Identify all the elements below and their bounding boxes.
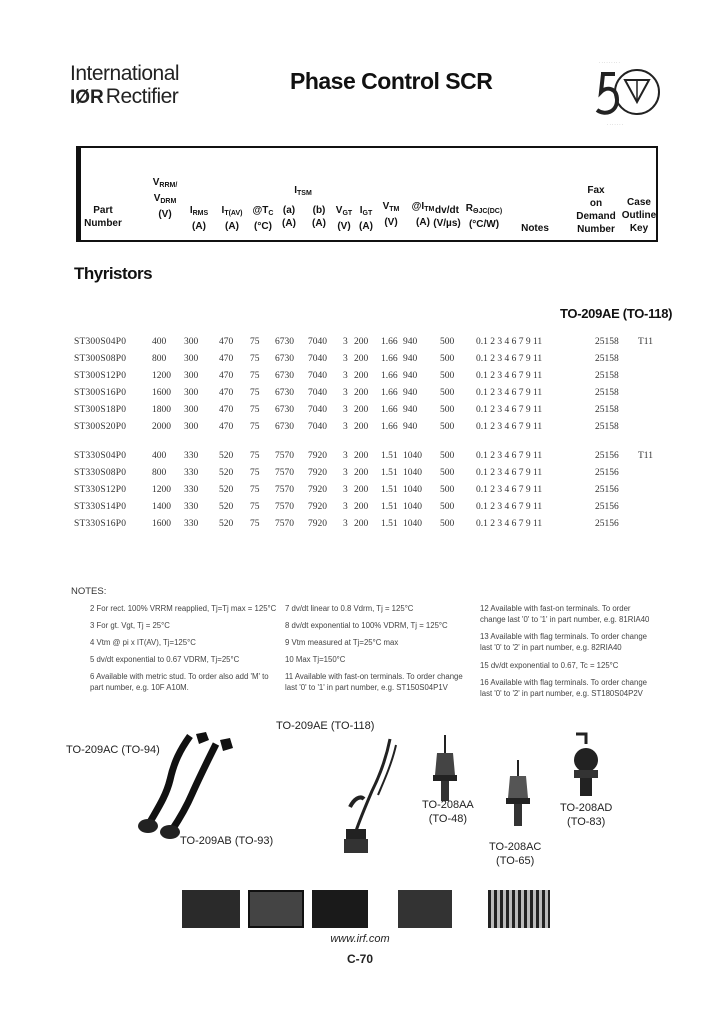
cell-tc: 75 xyxy=(250,405,260,415)
cell-vtm: 1.66 xyxy=(381,354,398,364)
cell-dvdt: 500 xyxy=(440,405,455,415)
cell-part: ST300S18P0 xyxy=(74,405,127,415)
table-row xyxy=(0,468,720,482)
header-itav: $I_{T(AV)}$ (A) xyxy=(221,205,243,232)
header-case-outline-key: Case Outline Key xyxy=(621,197,657,234)
note-12: 12 Available with fast-on terminals. To order change last '0' to '1' in part number, e.g. 81RIA40 xyxy=(480,604,650,624)
cell-notes: 0.1 2 3 4 6 7 9 11 xyxy=(476,485,543,495)
cell-fax: 25156 xyxy=(595,451,619,461)
note-6: 6 Available with metric stud. To order also add 'M' to part number, e.g. 10F A10M. xyxy=(90,672,269,692)
product-photo-3 xyxy=(312,890,368,928)
cell-vtm: 1.51 xyxy=(381,502,398,512)
cell-vrrm: 800 xyxy=(152,468,167,478)
cell-vgt: 3 xyxy=(343,519,348,529)
note-8: 8 dv/dt exponential to 100% VDRM, Tj = 125°C xyxy=(285,621,448,630)
cell-fax: 25156 xyxy=(595,519,619,529)
cell-tc: 75 xyxy=(250,422,260,432)
to-208ad-package-image xyxy=(562,730,610,800)
cell-igt: 200 xyxy=(354,451,369,461)
anniversary-50-badge xyxy=(593,56,663,128)
cell-dvdt: 500 xyxy=(440,337,455,347)
cell-tc: 75 xyxy=(250,354,260,364)
cell-vgt: 3 xyxy=(343,354,348,364)
cell-itm: 1040 xyxy=(403,451,422,461)
note-5: 5 dv/dt exponential to 0.67 VDRM, Tj=25°C xyxy=(90,655,240,664)
cell-part: ST300S08P0 xyxy=(74,354,127,364)
cell-irms: 300 xyxy=(184,337,199,347)
cell-notes: 0.1 2 3 4 6 7 9 11 xyxy=(476,519,543,529)
cell-irms: 330 xyxy=(184,451,199,461)
cell-itm: 1040 xyxy=(403,485,422,495)
cell-itm: 1040 xyxy=(403,519,422,529)
cell-vgt: 3 xyxy=(343,485,348,495)
cell-vtm: 1.66 xyxy=(381,388,398,398)
cell-itav: 520 xyxy=(219,519,234,529)
product-photo-1 xyxy=(182,890,240,928)
cell-itm: 940 xyxy=(403,371,418,381)
cell-dvdt: 500 xyxy=(440,451,455,461)
note-13: 13 Available with flag terminals. To order change last '0' to '2' in part number, e.g. 82RIA40 xyxy=(480,632,648,652)
table-row xyxy=(0,451,720,465)
cell-vtm: 1.66 xyxy=(381,422,398,432)
note-3: 3 For gt. Vgt, Tj = 25°C xyxy=(90,621,170,630)
note-4: 4 Vtm @ pi x IT(AV), Tj=125°C xyxy=(90,638,196,647)
cell-vrrm: 1200 xyxy=(152,371,171,381)
cell-itsm_b: 7920 xyxy=(308,502,327,512)
cell-itsm_a: 7570 xyxy=(275,502,294,512)
cell-igt: 200 xyxy=(354,371,369,381)
cell-itav: 470 xyxy=(219,354,234,364)
cell-tc: 75 xyxy=(250,468,260,478)
cell-irms: 300 xyxy=(184,371,199,381)
cell-part: ST300S16P0 xyxy=(74,388,127,398)
cell-itsm_a: 6730 xyxy=(275,371,294,381)
cell-tc: 75 xyxy=(250,485,260,495)
cell-itsm_b: 7040 xyxy=(308,354,327,364)
label-to208ad: TO-208AD (TO-83) xyxy=(560,802,613,828)
header-part-number: Part Number xyxy=(84,205,122,229)
note-10: 10 Max Tj=150°C xyxy=(285,655,346,664)
cell-itsm_b: 7040 xyxy=(308,337,327,347)
cell-itsm_a: 6730 xyxy=(275,388,294,398)
header-itsm-a: (a) (A) xyxy=(282,205,296,229)
cell-dvdt: 500 xyxy=(440,485,455,495)
cell-notes: 0.1 2 3 4 6 7 9 11 xyxy=(476,468,543,478)
cell-notes: 0.1 2 3 4 6 7 9 11 xyxy=(476,371,543,381)
cell-vtm: 1.66 xyxy=(381,371,398,381)
cell-vgt: 3 xyxy=(343,468,348,478)
cell-itsm_b: 7920 xyxy=(308,468,327,478)
cell-itm: 940 xyxy=(403,337,418,347)
cell-igt: 200 xyxy=(354,485,369,495)
header-rthjc: $R_{\Theta JC(DC)}$ (°C/W) xyxy=(465,203,503,230)
cell-dvdt: 500 xyxy=(440,388,455,398)
header-fax-on-demand: Fax on Demand Number xyxy=(576,185,616,235)
cell-part: ST300S12P0 xyxy=(74,371,127,381)
cell-tc: 75 xyxy=(250,451,260,461)
cell-notes: 0.1 2 3 4 6 7 9 11 xyxy=(476,337,543,347)
note-16: 16 Available with flag terminals. To order change last '0' to '2' in part number, e.g. ST180S04P2V xyxy=(480,678,648,698)
notes-title: NOTES: xyxy=(71,586,107,597)
cell-part: ST330S08P0 xyxy=(74,468,127,478)
cell-notes: 0.1 2 3 4 6 7 9 11 xyxy=(476,451,543,461)
cell-itav: 470 xyxy=(219,371,234,381)
cell-tc: 75 xyxy=(250,502,260,512)
cell-notes: 0.1 2 3 4 6 7 9 11 xyxy=(476,388,543,398)
cell-itsm_b: 7040 xyxy=(308,388,327,398)
cell-igt: 200 xyxy=(354,468,369,478)
cell-vgt: 3 xyxy=(343,371,348,381)
note-2: 2 For rect. 100% VRRM reapplied, Tj=Tj max = 125°C xyxy=(90,604,277,613)
product-photo-2 xyxy=(248,890,304,928)
ior-logo-mark: IØR xyxy=(70,87,104,108)
cell-case: T11 xyxy=(638,337,653,347)
header-notes: Notes xyxy=(521,223,549,234)
header-vtm: $V_{TM}$ (V) xyxy=(382,201,400,228)
cell-itsm_b: 7040 xyxy=(308,405,327,415)
cell-tc: 75 xyxy=(250,388,260,398)
product-photo-4 xyxy=(398,890,452,928)
cell-vgt: 3 xyxy=(343,405,348,415)
cell-vgt: 3 xyxy=(343,422,348,432)
cell-tc: 75 xyxy=(250,519,260,529)
label-to209ac: TO-209AC (TO-94) xyxy=(66,744,160,756)
cell-notes: 0.1 2 3 4 6 7 9 11 xyxy=(476,354,543,364)
cell-itm: 1040 xyxy=(403,468,422,478)
table-row xyxy=(0,519,720,533)
cell-irms: 300 xyxy=(184,388,199,398)
cell-tc: 75 xyxy=(250,337,260,347)
cell-itsm_a: 6730 xyxy=(275,405,294,415)
table-row xyxy=(0,485,720,499)
cell-igt: 200 xyxy=(354,337,369,347)
cell-itm: 1040 xyxy=(403,502,422,512)
cell-dvdt: 500 xyxy=(440,354,455,364)
cell-irms: 300 xyxy=(184,422,199,432)
cell-notes: 0.1 2 3 4 6 7 9 11 xyxy=(476,502,543,512)
cell-irms: 330 xyxy=(184,502,199,512)
cell-vgt: 3 xyxy=(343,388,348,398)
table-row xyxy=(0,354,720,368)
cell-vtm: 1.66 xyxy=(381,405,398,415)
label-to209ae: TO-209AE (TO-118) xyxy=(276,720,375,732)
cell-itsm_a: 7570 xyxy=(275,451,294,461)
cell-itsm_a: 7570 xyxy=(275,519,294,529)
label-to209ab: TO-209AB (TO-93) xyxy=(180,835,274,847)
cell-vgt: 3 xyxy=(343,451,348,461)
page-title: Phase Control SCR xyxy=(290,68,493,94)
table-row xyxy=(0,388,720,402)
note-9: 9 Vtm measured at Tj=25°C max xyxy=(285,638,399,647)
cell-itav: 520 xyxy=(219,502,234,512)
cell-vrrm: 1800 xyxy=(152,405,171,415)
cell-dvdt: 500 xyxy=(440,502,455,512)
cell-itav: 520 xyxy=(219,485,234,495)
header-dvdt: dv/dt (V/µs) xyxy=(433,205,461,229)
cell-vrrm: 1200 xyxy=(152,485,171,495)
cell-vrrm: 1600 xyxy=(152,519,171,529)
cell-itm: 940 xyxy=(403,422,418,432)
cell-itav: 470 xyxy=(219,422,234,432)
cell-itsm_a: 7570 xyxy=(275,468,294,478)
cell-itsm_b: 7920 xyxy=(308,451,327,461)
header-itsm-b: (b) (A) xyxy=(312,205,326,229)
cell-itm: 940 xyxy=(403,354,418,364)
header-vrrm: $V_{RRM/}$ $V_{DRM}$ (V) xyxy=(152,177,178,220)
cell-irms: 330 xyxy=(184,519,199,529)
header-irms: $I_{RMS}$ (A) xyxy=(189,205,209,232)
cell-notes: 0.1 2 3 4 6 7 9 11 xyxy=(476,422,543,432)
note-15: 15 dv/dt exponential to 0.67, Tc = 125°C xyxy=(480,661,619,670)
company-logo xyxy=(70,85,178,109)
header-tc: $@T_C$ (°C) xyxy=(252,205,274,232)
cell-irms: 300 xyxy=(184,354,199,364)
cell-itav: 520 xyxy=(219,451,234,461)
table-row xyxy=(0,502,720,516)
cell-vrrm: 400 xyxy=(152,451,167,461)
cell-itav: 470 xyxy=(219,337,234,347)
header-igt: $I_{GT}$ (A) xyxy=(359,205,373,232)
cell-igt: 200 xyxy=(354,405,369,415)
note-11: 11 Available with fast-on terminals. To order change last '0' to '1' in part number, e.g. ST150S04P1V xyxy=(285,672,463,692)
table-row xyxy=(0,405,720,419)
cell-vtm: 1.51 xyxy=(381,468,398,478)
cell-vtm: 1.51 xyxy=(381,485,398,495)
cell-itsm_a: 6730 xyxy=(275,337,294,347)
cell-itsm_b: 7040 xyxy=(308,422,327,432)
cell-part: ST330S04P0 xyxy=(74,451,127,461)
cell-dvdt: 500 xyxy=(440,371,455,381)
cell-itm: 940 xyxy=(403,388,418,398)
cell-dvdt: 500 xyxy=(440,468,455,478)
footer-url[interactable]: www.irf.com xyxy=(330,933,390,945)
cell-fax: 25156 xyxy=(595,485,619,495)
cell-dvdt: 500 xyxy=(440,422,455,432)
cell-fax: 25158 xyxy=(595,337,619,347)
cell-itav: 520 xyxy=(219,468,234,478)
cell-fax: 25158 xyxy=(595,371,619,381)
cell-fax: 25158 xyxy=(595,388,619,398)
cell-igt: 200 xyxy=(354,388,369,398)
cell-itsm_a: 6730 xyxy=(275,354,294,364)
cell-itsm_b: 7920 xyxy=(308,485,327,495)
cell-igt: 200 xyxy=(354,519,369,529)
cell-case: T11 xyxy=(638,451,653,461)
cell-itsm_a: 6730 xyxy=(275,422,294,432)
cell-part: ST300S20P0 xyxy=(74,422,127,432)
note-7: 7 dv/dt linear to 0.8 Vdrm, Tj = 125°C xyxy=(285,604,414,613)
cell-fax: 25156 xyxy=(595,502,619,512)
section-title: Thyristors xyxy=(74,264,153,283)
cell-igt: 200 xyxy=(354,502,369,512)
header-itsm: $I_{TSM}$ xyxy=(294,185,312,197)
cell-fax: 25158 xyxy=(595,405,619,415)
cell-part: ST330S14P0 xyxy=(74,502,127,512)
cell-itav: 470 xyxy=(219,405,234,415)
product-photo-5 xyxy=(488,890,550,928)
table-row xyxy=(0,371,720,385)
cell-itsm_b: 7040 xyxy=(308,371,327,381)
cell-vtm: 1.51 xyxy=(381,519,398,529)
cell-vrrm: 800 xyxy=(152,354,167,364)
cell-igt: 200 xyxy=(354,422,369,432)
cell-part: ST300S04P0 xyxy=(74,337,127,347)
cell-vtm: 1.51 xyxy=(381,451,398,461)
cell-irms: 330 xyxy=(184,468,199,478)
column-header-box xyxy=(76,146,658,242)
cell-fax: 25158 xyxy=(595,354,619,364)
label-to208ac: TO-208AC (TO-65) xyxy=(489,841,542,867)
to-208aa-package-image xyxy=(425,735,465,805)
cell-fax: 25156 xyxy=(595,468,619,478)
cell-itsm_b: 7920 xyxy=(308,519,327,529)
cell-dvdt: 500 xyxy=(440,519,455,529)
cell-vtm: 1.66 xyxy=(381,337,398,347)
cell-igt: 200 xyxy=(354,354,369,364)
cell-part: ST330S12P0 xyxy=(74,485,127,495)
svg-text:· · · · · · ·: · · · · · · · xyxy=(607,122,623,127)
page-number: C-70 xyxy=(346,952,373,966)
cell-itav: 470 xyxy=(219,388,234,398)
to-208ac-package-image xyxy=(498,760,538,832)
table-row xyxy=(0,422,720,436)
cell-irms: 300 xyxy=(184,405,199,415)
cell-part: ST330S16P0 xyxy=(74,519,127,529)
to-209ae-package-image xyxy=(320,735,410,860)
svg-text:· · · · · · · · ·: · · · · · · · · · xyxy=(599,60,620,65)
cell-notes: 0.1 2 3 4 6 7 9 11 xyxy=(476,405,543,415)
cell-itm: 940 xyxy=(403,405,418,415)
cell-vrrm: 1400 xyxy=(152,502,171,512)
cell-itsm_a: 7570 xyxy=(275,485,294,495)
cell-tc: 75 xyxy=(250,371,260,381)
label-to208aa: TO-208AA (TO-48) xyxy=(422,799,474,825)
company-name-line1: International xyxy=(70,62,180,85)
cell-vrrm: 1600 xyxy=(152,388,171,398)
cell-fax: 25158 xyxy=(595,422,619,432)
cell-vgt: 3 xyxy=(343,337,348,347)
company-name-line2: Rectifier xyxy=(105,85,179,108)
package-heading: TO-209AE (TO-118) xyxy=(560,306,673,321)
header-vgt: $V_{GT}$ (V) xyxy=(335,205,353,232)
cell-vrrm: 2000 xyxy=(152,422,171,432)
cell-vrrm: 400 xyxy=(152,337,167,347)
cell-irms: 330 xyxy=(184,485,199,495)
header-itm: $@I_{TM}$ (A) xyxy=(411,201,435,228)
table-row xyxy=(0,337,720,351)
cell-vgt: 3 xyxy=(343,502,348,512)
